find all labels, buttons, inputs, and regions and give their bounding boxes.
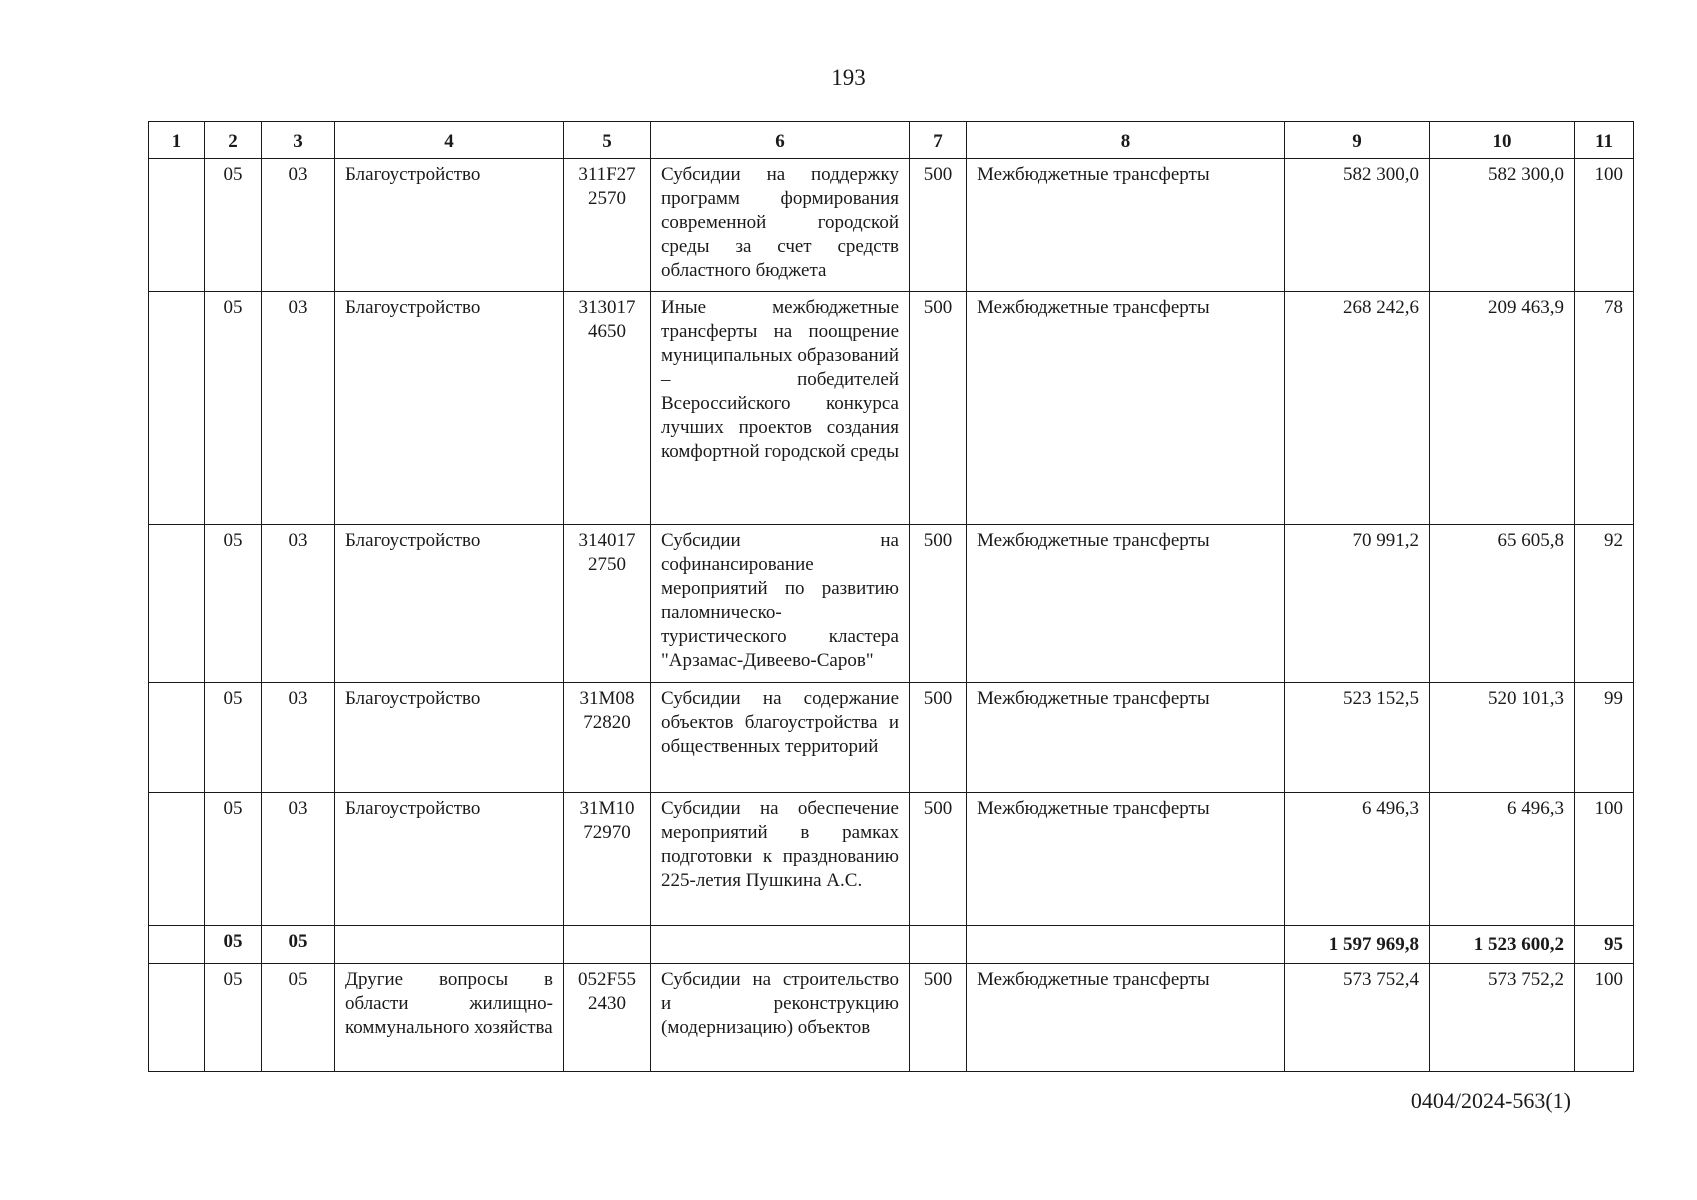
cell-section: 05 bbox=[205, 292, 262, 525]
cell-executed: 573 752,2 bbox=[1430, 964, 1575, 1072]
page-number: 193 bbox=[831, 65, 866, 90]
table-header-row bbox=[149, 122, 1634, 159]
cell-expense-name: Межбюджетные трансферты bbox=[967, 292, 1285, 525]
cell-description: Субсидии на обеспечение мероприятий в рамках подготовки к празднованию 225-летия Пушкина А.С. bbox=[651, 793, 910, 926]
cell-subsection: 03 bbox=[262, 525, 335, 683]
cell-percent: 100 bbox=[1575, 159, 1634, 292]
total-planned: 1 597 969,8 bbox=[1285, 926, 1430, 964]
cell-section: 05 bbox=[205, 159, 262, 292]
cell-section: 05 bbox=[205, 683, 262, 793]
cell-executed: 209 463,9 bbox=[1430, 292, 1575, 525]
cell-col1 bbox=[149, 683, 205, 793]
table-row bbox=[149, 964, 1634, 1072]
cell-col1 bbox=[149, 292, 205, 525]
cell-percent: 99 bbox=[1575, 683, 1634, 793]
cell-executed: 65 605,8 bbox=[1430, 525, 1575, 683]
cell-col1 bbox=[149, 793, 205, 926]
header-cell: 7 bbox=[910, 122, 967, 159]
cell-expense-name: Межбюджетные трансферты bbox=[967, 525, 1285, 683]
cell-executed: 582 300,0 bbox=[1430, 159, 1575, 292]
total-subsection: 05 bbox=[262, 926, 335, 964]
cell-subsection: 05 bbox=[262, 964, 335, 1072]
cell-executed: 520 101,3 bbox=[1430, 683, 1575, 793]
header-cell: 10 bbox=[1430, 122, 1575, 159]
cell-target-code: 313017 4650 bbox=[564, 292, 651, 525]
cell-expense-type: 500 bbox=[910, 292, 967, 525]
cell-percent: 78 bbox=[1575, 292, 1634, 525]
cell-percent: 100 bbox=[1575, 964, 1634, 1072]
cell-subsection: 03 bbox=[262, 683, 335, 793]
cell-description: Субсидии на поддержку программ формирования современной городской среды за счет средств областного бюджета bbox=[651, 159, 910, 292]
cell-description: Иные межбюджетные трансферты на поощрение муниципальных образований – победителей Всероссийского конкурса лучших проектов создания комфортной городской среды bbox=[651, 292, 910, 525]
cell-expense-type: 500 bbox=[910, 793, 967, 926]
cell-expense-type: 500 bbox=[910, 964, 967, 1072]
cell-percent: 100 bbox=[1575, 793, 1634, 926]
cell-planned: 268 242,6 bbox=[1285, 292, 1430, 525]
cell-planned: 6 496,3 bbox=[1285, 793, 1430, 926]
table-row bbox=[149, 683, 1634, 793]
table-row bbox=[149, 159, 1634, 292]
cell-planned: 582 300,0 bbox=[1285, 159, 1430, 292]
cell-percent: 92 bbox=[1575, 525, 1634, 683]
cell-name: Благоустройство bbox=[335, 683, 564, 793]
table-row bbox=[149, 292, 1634, 525]
cell-expense-type: 500 bbox=[910, 683, 967, 793]
budget-table bbox=[148, 121, 1634, 1072]
cell-description: Субсидии на строительство и реконструкцию (модернизацию) объектов bbox=[651, 964, 910, 1072]
document-code: 0404/2024-563(1) bbox=[1410, 1088, 1571, 1113]
header-cell: 9 bbox=[1285, 122, 1430, 159]
total-executed: 1 523 600,2 bbox=[1430, 926, 1575, 964]
header-cell: 4 bbox=[335, 122, 564, 159]
header-cell: 6 bbox=[651, 122, 910, 159]
cell-description: Субсидии на софинансирование мероприятий по развитию паломническо-туристического кластера "Арзамас-Дивеево-Саров" bbox=[651, 525, 910, 683]
cell-section: 05 bbox=[205, 793, 262, 926]
cell-name: Благоустройство bbox=[335, 292, 564, 525]
header-cell: 5 bbox=[564, 122, 651, 159]
cell-planned: 70 991,2 bbox=[1285, 525, 1430, 683]
cell-col1 bbox=[149, 159, 205, 292]
cell-target-code: 311F27 2570 bbox=[564, 159, 651, 292]
cell-executed: 6 496,3 bbox=[1430, 793, 1575, 926]
cell-subsection: 03 bbox=[262, 159, 335, 292]
cell-subsection: 03 bbox=[262, 793, 335, 926]
cell-expense-type: 500 bbox=[910, 525, 967, 683]
cell-name: Другие вопросы в области жилищно-коммунального хозяйства bbox=[335, 964, 564, 1072]
cell-planned: 573 752,4 bbox=[1285, 964, 1430, 1072]
cell-expense-type: 500 bbox=[910, 159, 967, 292]
cell-col1 bbox=[149, 525, 205, 683]
cell-expense-name: Межбюджетные трансферты bbox=[967, 793, 1285, 926]
total-percent: 95 bbox=[1575, 926, 1634, 964]
cell-name: Благоустройство bbox=[335, 525, 564, 683]
cell-description: Субсидии на содержание объектов благоустройства и общественных территорий bbox=[651, 683, 910, 793]
cell-expense-name: Межбюджетные трансферты bbox=[967, 964, 1285, 1072]
subtotal-row bbox=[149, 926, 1634, 964]
cell-subsection: 03 bbox=[262, 292, 335, 525]
cell-planned: 523 152,5 bbox=[1285, 683, 1430, 793]
cell-target-code: 052F55 2430 bbox=[564, 964, 651, 1072]
cell-name: Благоустройство bbox=[335, 159, 564, 292]
header-cell: 3 bbox=[262, 122, 335, 159]
cell-section: 05 bbox=[205, 964, 262, 1072]
header-cell: 8 bbox=[967, 122, 1285, 159]
cell-section: 05 bbox=[205, 525, 262, 683]
header-cell: 11 bbox=[1575, 122, 1634, 159]
total-section: 05 bbox=[205, 926, 262, 964]
cell-name: Благоустройство bbox=[335, 793, 564, 926]
header-cell: 2 bbox=[205, 122, 262, 159]
cell-target-code: 314017 2750 bbox=[564, 525, 651, 683]
cell-target-code: 31М08 72820 bbox=[564, 683, 651, 793]
header-cell: 1 bbox=[149, 122, 205, 159]
table-row bbox=[149, 525, 1634, 683]
table-row bbox=[149, 793, 1634, 926]
cell-col1 bbox=[149, 964, 205, 1072]
cell-target-code: 31М10 72970 bbox=[564, 793, 651, 926]
cell-expense-name: Межбюджетные трансферты bbox=[967, 683, 1285, 793]
cell-expense-name: Межбюджетные трансферты bbox=[967, 159, 1285, 292]
